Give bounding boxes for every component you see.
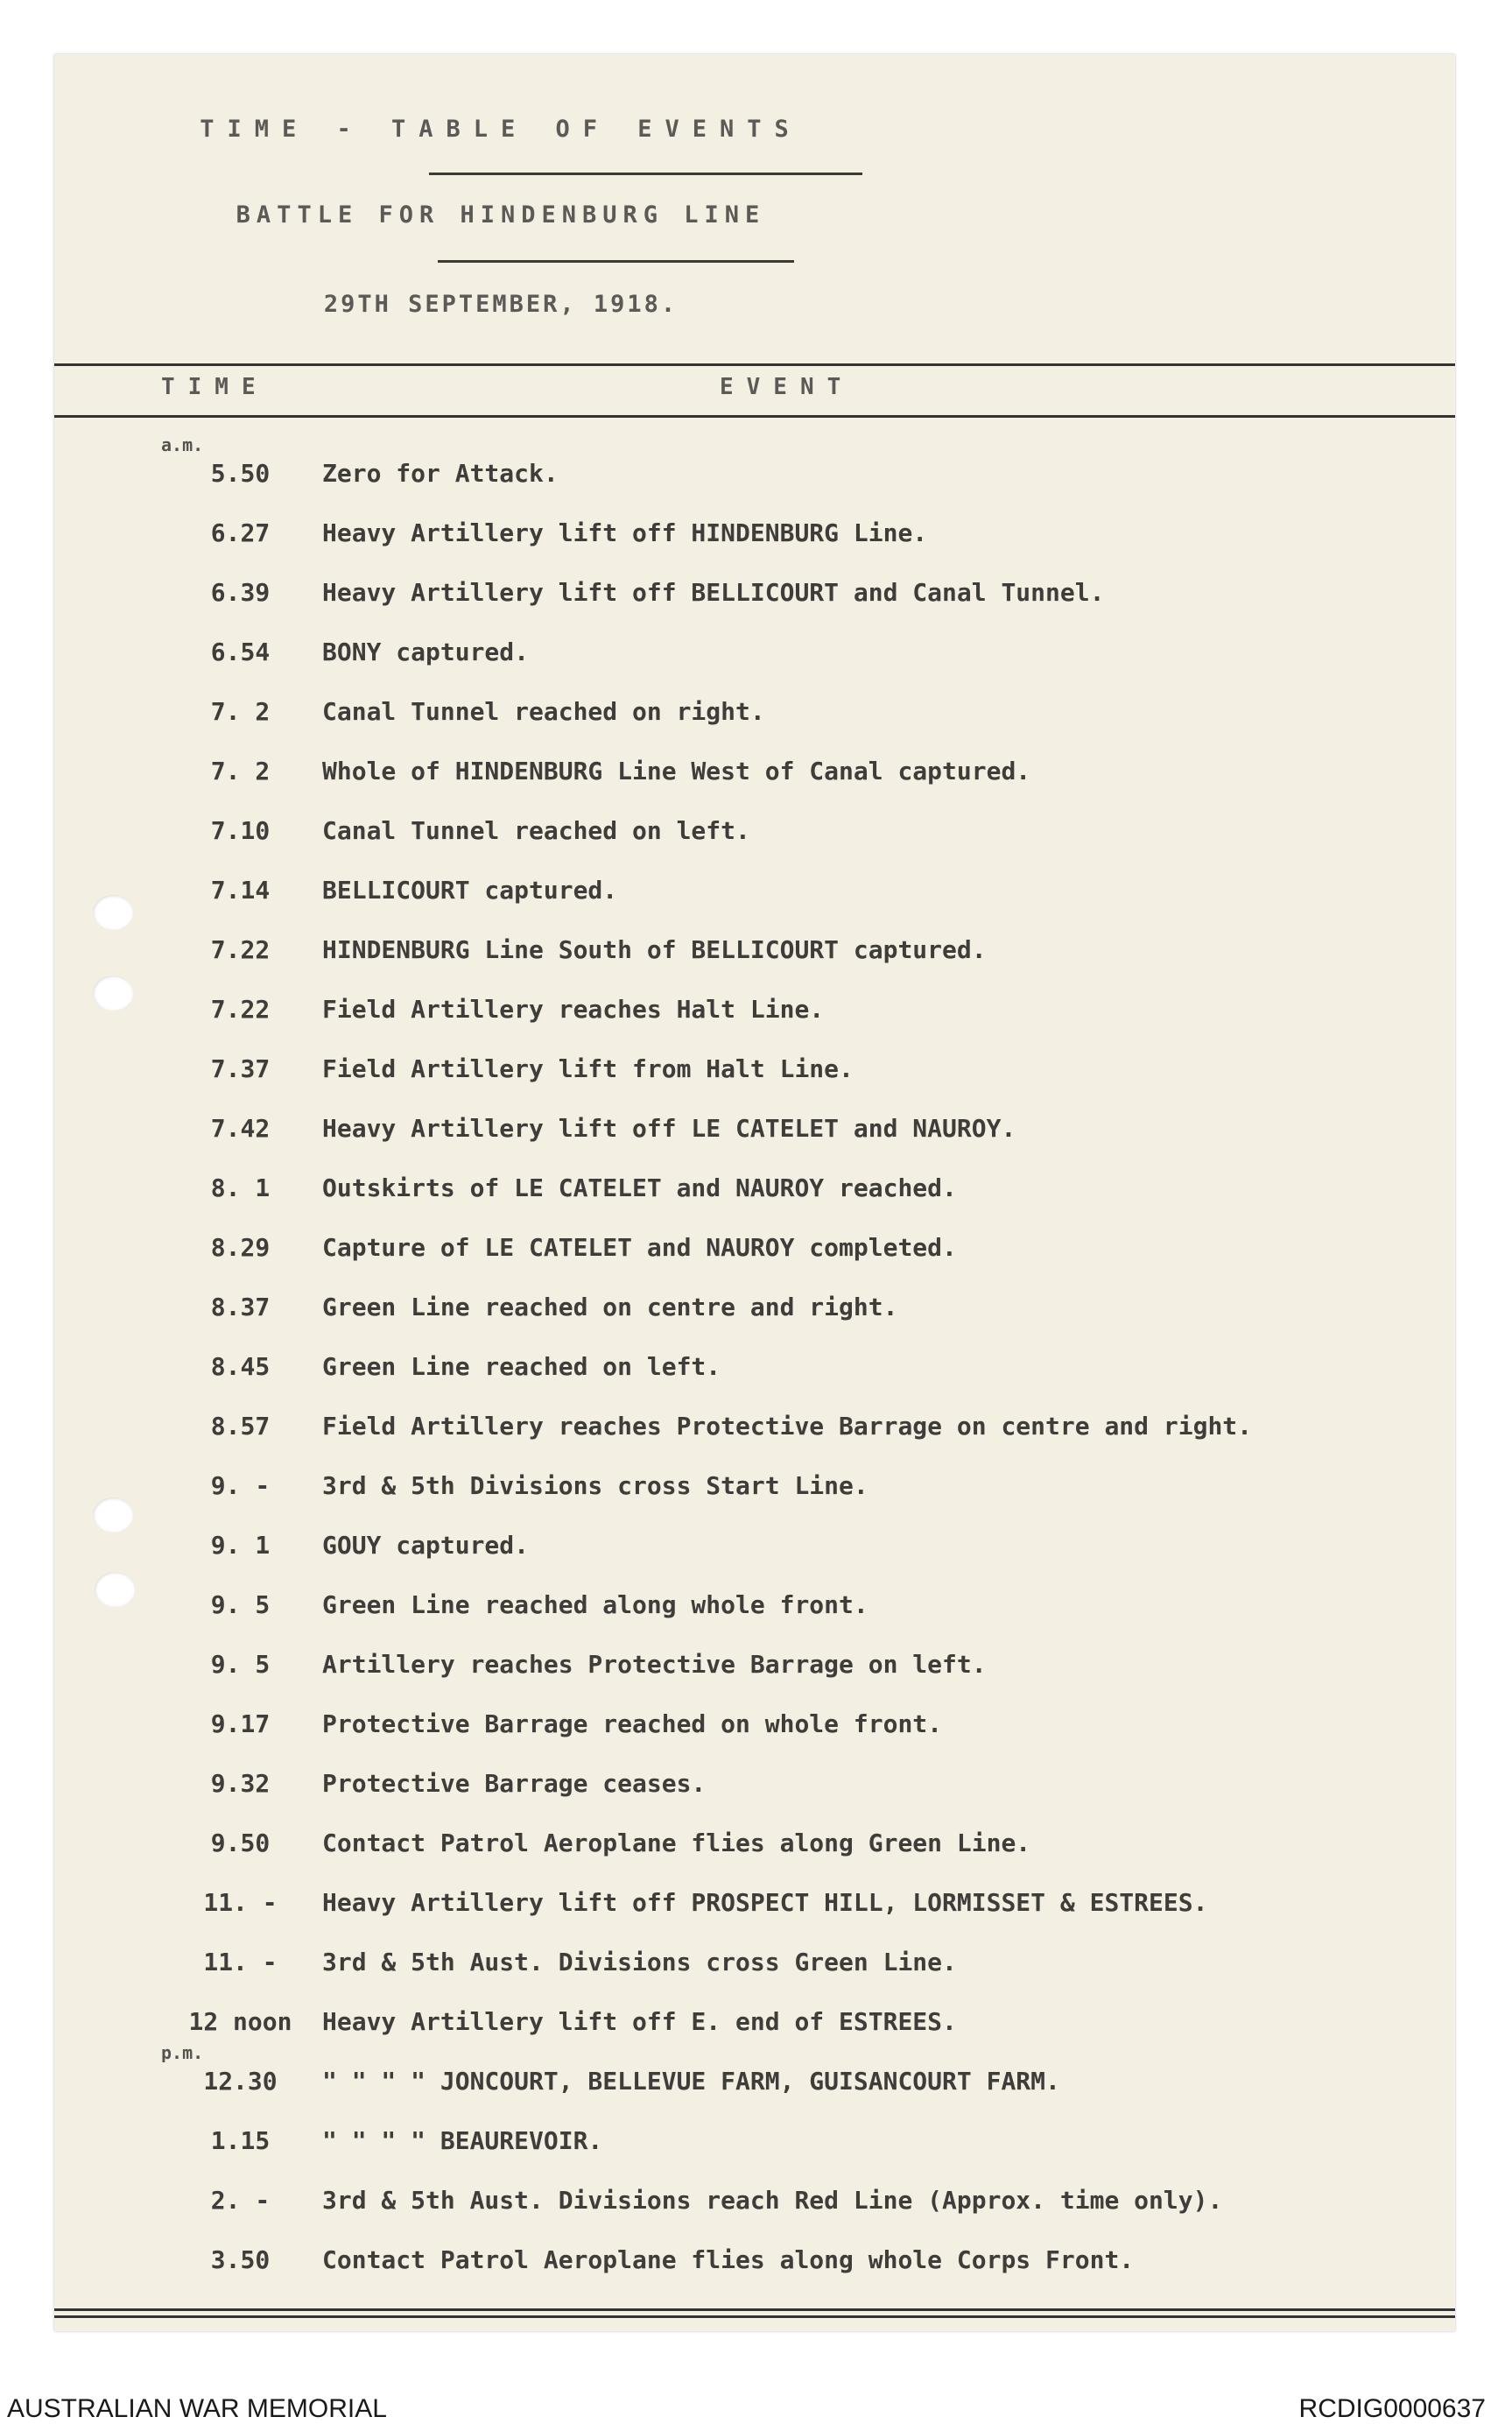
table-row — [54, 1163, 1455, 1223]
event-description: Whole of HINDENBURG Line West of Canal captured. — [322, 757, 1031, 786]
event-description: 3rd & 5th Divisions cross Start Line. — [322, 1471, 869, 1500]
table-row — [54, 1818, 1455, 1878]
event-description: BELLICOURT captured. — [322, 876, 618, 905]
event-description: Outskirts of LE CATELET and NAUROY reached. — [322, 1173, 957, 1202]
punch-hole — [95, 1572, 135, 1607]
events-table — [54, 434, 1455, 2294]
column-header-time: TIME — [161, 374, 269, 400]
event-time: 9.32 — [210, 1769, 271, 1798]
event-time: 7.42 — [210, 1114, 271, 1143]
event-time: 6.27 — [210, 518, 271, 547]
event-description: Green Line reached along whole front. — [322, 1590, 869, 1619]
event-description: Contact Patrol Aeroplane flies along whole Corps Front. — [322, 2245, 1135, 2274]
document-date: 29TH SEPTEMBER, 1918. — [323, 291, 679, 318]
document-page — [54, 54, 1455, 2331]
table-row — [54, 567, 1455, 627]
event-description: Protective Barrage ceases. — [322, 1769, 707, 1798]
subtitle-underline — [438, 260, 794, 263]
table-row — [54, 925, 1455, 984]
event-description: Canal Tunnel reached on right. — [322, 697, 765, 726]
event-description: Heavy Artillery lift off HINDENBURG Line. — [322, 518, 928, 547]
event-time: 12 noon — [188, 2007, 292, 2036]
event-description: Field Artillery lift from Halt Line. — [322, 1054, 854, 1083]
event-time: 9.17 — [210, 1709, 271, 1738]
table-row — [54, 984, 1455, 1044]
table-row — [54, 1342, 1455, 1401]
event-time: 11. - — [203, 1888, 278, 1917]
event-description: Heavy Artillery lift off E. end of ESTREES. — [322, 2007, 957, 2036]
event-description: " " " " JONCOURT, BELLEVUE FARM, GUISANCOURT FARM. — [322, 2067, 1060, 2096]
event-time: 9. 5 — [210, 1650, 271, 1679]
event-description: 3rd & 5th Aust. Divisions reach Red Line (Approx. time only). — [322, 2186, 1223, 2215]
table-bottom-rule — [54, 2308, 1455, 2311]
title-underline — [429, 173, 862, 175]
event-description: Green Line reached on centre and right. — [322, 1293, 898, 1321]
event-description: " " " " BEAUREVOIR. — [322, 2126, 603, 2155]
event-time: 9. - — [210, 1471, 271, 1500]
table-row — [54, 1878, 1455, 1937]
event-description: Canal Tunnel reached on left. — [322, 816, 750, 845]
archive-credit: AUSTRALIAN WAR MEMORIAL — [7, 2394, 387, 2423]
table-row — [54, 806, 1455, 865]
event-time: 8.29 — [210, 1233, 271, 1262]
event-time: 8.57 — [210, 1412, 271, 1441]
period-label: p.m. — [161, 2042, 204, 2063]
event-description: Field Artillery reaches Halt Line. — [322, 995, 825, 1024]
table-top-rule — [54, 363, 1455, 366]
table-row — [54, 1699, 1455, 1758]
event-time: 9. 1 — [210, 1531, 271, 1560]
table-row — [54, 865, 1455, 925]
table-row — [54, 1520, 1455, 1580]
document-title: TIME - TABLE OF EVENTS — [200, 116, 802, 143]
archive-id: RCDIG0000637 — [1298, 2394, 1486, 2423]
event-time: 7.37 — [210, 1054, 271, 1083]
table-row — [54, 2116, 1455, 2175]
event-time: 5.50 — [210, 459, 271, 488]
event-description: Field Artillery reaches Protective Barrage on centre and right. — [322, 1412, 1253, 1441]
event-time: 7.22 — [210, 935, 271, 964]
table-row — [54, 1103, 1455, 1163]
table-row — [54, 1044, 1455, 1103]
event-time: 2. - — [210, 2186, 271, 2215]
punch-hole — [93, 976, 133, 1011]
column-header-event: EVENT — [720, 374, 854, 400]
event-description: 3rd & 5th Aust. Divisions cross Green Line. — [322, 1948, 957, 1977]
table-row — [54, 434, 1455, 508]
table-row — [54, 1282, 1455, 1342]
event-description: Protective Barrage reached on whole front. — [322, 1709, 943, 1738]
event-time: 6.54 — [210, 638, 271, 666]
table-row — [54, 2175, 1455, 2235]
period-label: a.m. — [161, 434, 204, 455]
event-time: 9.50 — [210, 1829, 271, 1857]
table-row — [54, 508, 1455, 567]
event-description: Heavy Artillery lift off LE CATELET and NAUROY. — [322, 1114, 1016, 1143]
table-row — [54, 1461, 1455, 1520]
event-description: GOUY captured. — [322, 1531, 530, 1560]
event-time: 6.39 — [210, 578, 271, 607]
event-description: Capture of LE CATELET and NAUROY completed. — [322, 1233, 957, 1262]
event-description: Heavy Artillery lift off BELLICOURT and Canal Tunnel. — [322, 578, 1105, 607]
table-row — [54, 1639, 1455, 1699]
table-row — [54, 1223, 1455, 1282]
punch-hole — [93, 1497, 133, 1533]
punch-hole — [93, 895, 133, 930]
table-row — [54, 687, 1455, 746]
table-row — [54, 1997, 1455, 2056]
event-time: 8.37 — [210, 1293, 271, 1321]
event-time: 8. 1 — [210, 1173, 271, 1202]
event-description: BONY captured. — [322, 638, 530, 666]
event-time: 7.22 — [210, 995, 271, 1024]
event-time: 3.50 — [210, 2245, 271, 2274]
event-description: Contact Patrol Aeroplane flies along Green Line. — [322, 1829, 1031, 1857]
table-row — [54, 1937, 1455, 1997]
table-row — [54, 627, 1455, 687]
table-row — [54, 746, 1455, 806]
event-time: 7. 2 — [210, 697, 271, 726]
event-description: HINDENBURG Line South of BELLICOURT captured. — [322, 935, 987, 964]
event-time: 7.14 — [210, 876, 271, 905]
table-row — [54, 1401, 1455, 1461]
table-row — [54, 1758, 1455, 1818]
event-description: Artillery reaches Protective Barrage on left. — [322, 1650, 987, 1679]
event-time: 8.45 — [210, 1352, 271, 1381]
event-description: Zero for Attack. — [322, 459, 559, 488]
event-time: 7.10 — [210, 816, 271, 845]
document-subtitle: BATTLE FOR HINDENBURG LINE — [236, 201, 766, 229]
event-time: 7. 2 — [210, 757, 271, 786]
event-time: 1.15 — [210, 2126, 271, 2155]
event-description: Heavy Artillery lift off PROSPECT HILL, LORMISSET & ESTREES. — [322, 1888, 1208, 1917]
table-bottom-rule-double — [54, 2315, 1455, 2318]
table-row — [54, 1580, 1455, 1639]
header-bottom-rule — [54, 415, 1455, 418]
table-row — [54, 2235, 1455, 2294]
event-time: 11. - — [203, 1948, 278, 1977]
event-time: 12.30 — [203, 2067, 278, 2096]
event-description: Green Line reached on left. — [322, 1352, 721, 1381]
table-row — [54, 2042, 1455, 2116]
event-time: 9. 5 — [210, 1590, 271, 1619]
